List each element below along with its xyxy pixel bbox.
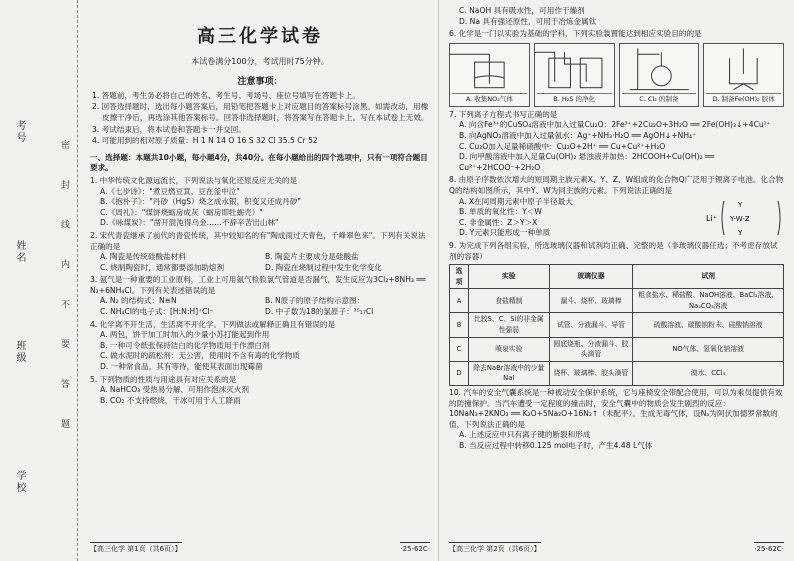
binding-label-school: 学校 bbox=[14, 470, 25, 494]
option-row bbox=[90, 252, 430, 263]
question-3: 3. 氨气是一种重要的工业原料，工业上可用氨气检验氯气管道是否漏气，发生反应为3Cl₂+8NH₃ ══ N₂+6NH₄Cl。下列有关表述错误的是 bbox=[90, 275, 426, 295]
question-7: 7. 下列离子方程式书写正确的是 bbox=[449, 109, 558, 119]
note-item: 2. 回答选择题时，选出每小题答案后，用铅笔把答题卡上对应题目的答案标号涂黑。如需改动，用橡皮擦干净后，再选涂其他答案标号。回答非选择题时，将答案写在答题卡上。写在本试卷上无效。 bbox=[92, 102, 429, 122]
table-cell: NO气体、氢氧化钠溶液 bbox=[633, 337, 784, 361]
table-cell: D bbox=[450, 361, 469, 385]
table-row bbox=[450, 361, 784, 385]
notes-title: 注意事项： bbox=[237, 77, 283, 88]
table-cell: B bbox=[450, 313, 469, 337]
figure-caption: D. 制备Fe(OH)₂ 胶体 bbox=[706, 93, 781, 105]
table-cell: 漏斗、烧杯、玻璃棒 bbox=[549, 289, 633, 313]
retort-stand-icon bbox=[620, 44, 699, 94]
svg-text:Y: Y bbox=[738, 200, 743, 209]
option: A.《七步诗》："煮豆燃豆萁，豆在釜中泣" bbox=[100, 186, 240, 196]
page-2-column bbox=[438, 0, 794, 561]
table-row bbox=[450, 289, 784, 313]
question-5: 5. 下列物质的性质与用途具有对应关系的是 bbox=[90, 374, 237, 384]
option-row bbox=[90, 263, 430, 274]
note-item: 1. 答题前，考生务必将自己的姓名、考生号、考场号、座位号填写在答题卡上。 bbox=[92, 90, 360, 100]
option: D. 陶瓷在烧制过程中发生化学变化 bbox=[265, 262, 382, 272]
question-9: 9. 为完成下列各组实验，所选玻璃仪器和试剂均正确、完整的是（非玻璃仪器任选；不考虑存放试剂的容器） bbox=[449, 240, 778, 261]
option: C.《周礼》："煤饼烧蛎房成灰（蛎房即牡蛎壳）" bbox=[100, 207, 263, 217]
option: D. 向甲酸溶液中加入足量Cu(OH)₂ 悬浊液并加热：2HCOOH+Cu(OH)₂ ══ Cu²⁺+2HCOO⁻+2H₂O bbox=[459, 152, 715, 172]
option: C. NaOH 具有吸水性，可用作干燥剂 bbox=[459, 6, 585, 15]
table-cell: 粗食盐水、稀盐酸、NaOH溶液、BaCl₂溶液、Na₂CO₃溶液 bbox=[633, 289, 784, 313]
binding-margin bbox=[0, 0, 78, 561]
table-cell: 烧杯、玻璃棒、胶头滴管 bbox=[549, 361, 633, 385]
exam-title: 高三化学试卷 bbox=[197, 26, 323, 47]
table-cell: C bbox=[450, 337, 469, 361]
flask-icon bbox=[450, 44, 529, 94]
footer-page-label: 【高三化学 第2页（共6页）】 bbox=[449, 542, 541, 555]
table-row bbox=[450, 313, 784, 337]
option: D. Na 具有强还原性，可用于冶炼金属钛 bbox=[459, 16, 597, 26]
option: A. 陶瓷是传统硅酸盐材料 bbox=[100, 252, 186, 262]
page-1-footer bbox=[90, 542, 430, 555]
option: A. 向含Fe³⁺的CuSO₄溶液中加入过量Cu₂O：2Fe³⁺+2Cu₂O+3H₂O ══ 2Fe(OH)₃↓+4Cu²⁺ bbox=[459, 120, 771, 130]
option: C. 做水泥时的疏松剂：无公害，使用时不含有毒的化学物质 bbox=[100, 351, 300, 361]
footer-page-label: 【高三化学 第1页（共6页）】 bbox=[90, 542, 182, 555]
question-8: 8. 由原子序数依次增大的短周期主族元素X、Y、Z、W组成的化合物Q广泛用于锂离子电池。化合物Q的结构如图所示，其中Y、W为同主族的元素。下列说法正确的是 bbox=[449, 175, 784, 195]
figure-a bbox=[449, 43, 530, 107]
figure-caption: B. H₂S 的净化 bbox=[537, 93, 612, 105]
option: B.《抱朴子》："丹砂（HgS）烧之成水银，积变又还成丹砂" bbox=[100, 197, 301, 207]
table-row bbox=[450, 337, 784, 361]
option: B. 当反应过程中转移0.125 mol电子时，产生4.48 L气体 bbox=[459, 441, 653, 450]
note-item: 3. 考试结束后，将本试卷和答题卡一并交回。 bbox=[92, 124, 246, 134]
option-row bbox=[90, 307, 430, 318]
beaker-icon bbox=[704, 44, 783, 94]
q9-table bbox=[449, 264, 784, 386]
option: D. Y元素只能形成一种单质 bbox=[459, 228, 551, 238]
option: D. 一种常食品，其有等待，能使其表面出现霉菌 bbox=[100, 362, 263, 372]
exam-info: 本试卷满分100分，考试用时75分钟。 bbox=[191, 56, 329, 66]
table-header: 试剂 bbox=[633, 265, 784, 289]
binding-label-name: 姓名 bbox=[14, 240, 25, 264]
section-heading: 一、选择题：本题共10小题，每小题4分，共40分。在每小题给出的四个选项中，只有一项符合题目要求。 bbox=[90, 152, 428, 173]
option: B. 向AgNO₃溶液中加入过量氨水：Ag⁺+NH₃·H₂O ══ AgOH↓+NH₄⁺ bbox=[459, 130, 697, 140]
option: A. NaHCO₃ 受热易分解，可用作泡沫灭火剂 bbox=[100, 385, 249, 395]
option: C. NH₄Cl的电子式：[H:N:H]⁺Cl⁻ bbox=[100, 307, 214, 317]
note-item: 4. 可能用到的相对原子质量：H 1 N 14 O 16 S 32 Cl 35.5 Cr 52 bbox=[92, 136, 318, 146]
figure-c bbox=[619, 43, 700, 107]
table-cell: 试管、分液漏斗、导管 bbox=[549, 313, 633, 337]
question-10: 10. 汽车的安全气囊系统是一种被动安全保护系统，它与座椅安全带配合使用，可以为乘员提供有效的防撞保护。当汽车遭受一定程度的撞击时，安全气囊中的物质会发生剧烈的反应：10NaN₃+2KNO₃ ══ K₂O+5Na₂O+16N₂↑（未配平）。生成无毒气体，设Nₐ为阿伏加德罗常数的值，下列说法正确的是 bbox=[449, 388, 783, 429]
table-cell: 圆底烧瓶、分液漏斗、胶头滴管 bbox=[549, 337, 633, 361]
option: B. 单质的氧化性：Y＜W bbox=[459, 207, 542, 217]
table-cell: 喷泉实验 bbox=[469, 337, 550, 361]
table-header: 实验 bbox=[469, 265, 550, 289]
seal-line-text: 密 封 线 内 不 要 答 题 bbox=[59, 140, 69, 443]
footer-code: ·25-62C· bbox=[754, 542, 784, 555]
page-1-column bbox=[80, 0, 438, 561]
table-header-row bbox=[450, 265, 784, 289]
option: B. 一种可令纸张保持洁白的化学物质用于作漂白剂 bbox=[100, 340, 270, 350]
table-header: 玻璃仪器 bbox=[549, 265, 633, 289]
option: A. 上述反应中只有离子键的断裂和形成 bbox=[459, 430, 591, 440]
figure-d bbox=[703, 43, 784, 107]
footer-code: ·25-62C· bbox=[400, 542, 430, 555]
table-cell: 食盐精制 bbox=[469, 289, 550, 313]
option: B. CO₂ 不支持燃烧，干冰可用于人工降雨 bbox=[100, 395, 241, 405]
question-2: 2. 宋代青瓷继承了前代的青瓷传统，其中较知名的有"陶成雨过天青色，千峰翠色来"。下列有关说法正确的是 bbox=[90, 230, 426, 251]
question-4: 4. 化学离不开生活，生活离不开化学。下列做法或解释正确且有错误的是 bbox=[90, 319, 336, 329]
figure-b bbox=[534, 43, 615, 107]
structure-diagram bbox=[704, 197, 784, 239]
svg-text:Li⁺: Li⁺ bbox=[706, 213, 717, 223]
table-cell: 除去NaBr溶液中的少量NaI bbox=[469, 361, 550, 385]
q8-body bbox=[449, 197, 784, 239]
table-cell: A bbox=[450, 289, 469, 313]
question-1: 1. 中华传统文化源远流长，下列说法与氧化还原反应无关的是 bbox=[90, 175, 298, 185]
table-cell: 硫酸溶液、碳酸钠粉末、硅酸钠溶液 bbox=[633, 313, 784, 337]
figure-caption: A. 收集NO₂气体 bbox=[452, 93, 527, 105]
option: D.《咏煤炭》："凿开混沌得乌金……不辞辛苦出山林" bbox=[100, 218, 279, 228]
figure-caption: C. Cl₂ 的制备 bbox=[622, 93, 697, 105]
option: B. N原子的原子结构示意图： bbox=[265, 296, 365, 306]
q8-options bbox=[449, 197, 704, 239]
binding-label-class: 班级 bbox=[14, 340, 25, 364]
option-row bbox=[90, 296, 430, 307]
option: C. 非金属性：Z＞Y＞X bbox=[459, 217, 538, 227]
svg-text:Y: Y bbox=[738, 228, 743, 237]
option: A. X在同周期元素中原子半径最大 bbox=[459, 196, 573, 206]
table-cell: 溴水、CCl₄ bbox=[633, 361, 784, 385]
svg-text:Y-W-Z: Y-W-Z bbox=[730, 214, 750, 223]
binding-label-exam-number: 考号 bbox=[14, 120, 25, 144]
option: B. 陶瓷片主要成分是硅酸盐 bbox=[265, 252, 359, 262]
option: D. 中子数为18的氯原子：³⁵₁₇Cl bbox=[265, 307, 374, 317]
option: A. N₂ 的结构式：N≡N bbox=[100, 296, 177, 306]
bottle-icon bbox=[535, 44, 614, 94]
table-header: 选项 bbox=[450, 265, 469, 289]
q6-figure-row bbox=[449, 43, 784, 107]
option: A. 两包，饼干加工时加入的少量小苏打能起到作用 bbox=[100, 330, 270, 340]
question-6: 6. 化学是一门以实验为基础的学科，下列实验装置能达到相应实验目的的是 bbox=[449, 29, 702, 39]
table-cell: 比较S、C、Si的非金属性强弱 bbox=[469, 313, 550, 337]
page-2-footer bbox=[449, 542, 784, 555]
option: C. 烧制陶瓷时，通常都要添加助熔剂 bbox=[100, 262, 225, 272]
option: C. Cu₂O加入足量稀硝酸中：Cu₂O+2H⁺ ══ Cu+Cu²⁺+H₂O bbox=[459, 141, 666, 151]
